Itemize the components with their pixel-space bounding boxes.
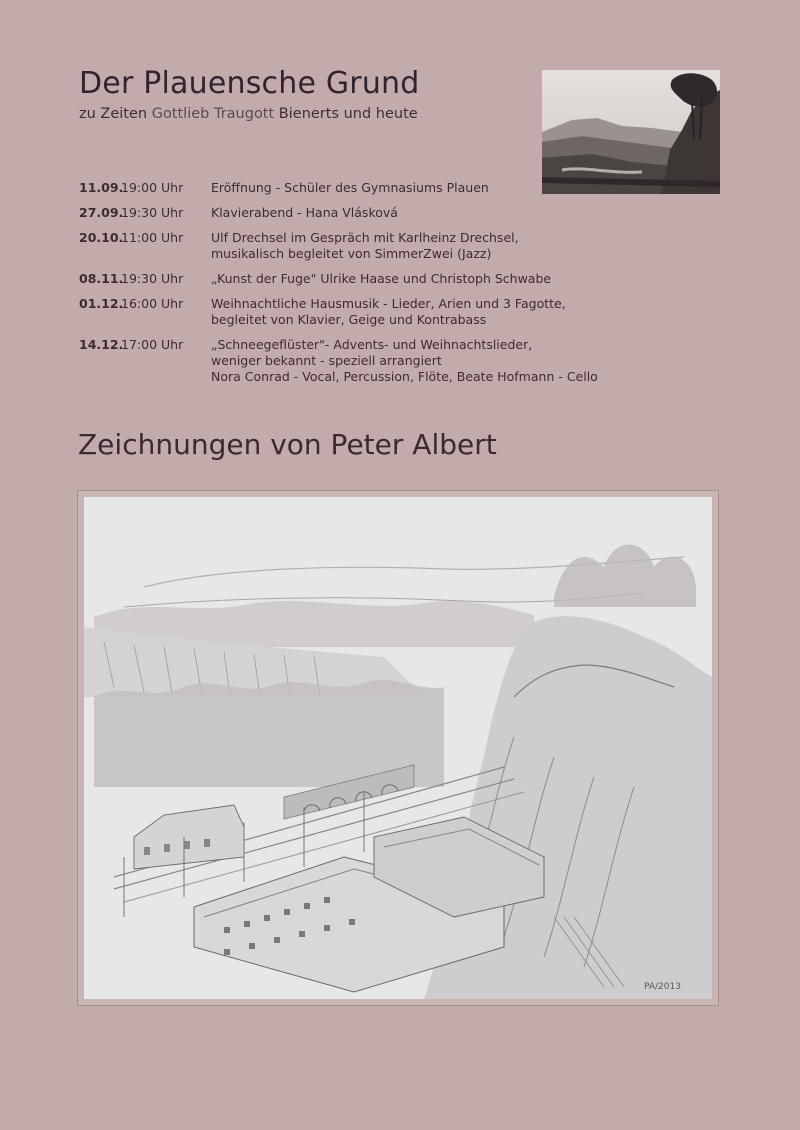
event-date: 01.12. xyxy=(79,296,124,311)
event-description xyxy=(211,180,739,196)
event-date: 20.10. xyxy=(79,230,124,245)
event-line: weniger bekannt - speziell arrangiert xyxy=(211,353,442,368)
event-time: 19:30 Uhr xyxy=(121,205,184,220)
event-list xyxy=(79,180,739,394)
event-line: Klavierabend - Hana Vlásková xyxy=(211,205,398,220)
section-title: Zeichnungen von Peter Albert xyxy=(78,428,497,461)
event-item xyxy=(79,271,739,287)
event-item xyxy=(79,205,739,221)
event-description xyxy=(211,230,739,262)
event-description xyxy=(211,296,739,328)
event-time: 17:00 Uhr xyxy=(121,337,184,352)
event-item xyxy=(79,230,739,262)
event-description xyxy=(211,337,739,385)
event-description xyxy=(211,271,739,287)
drawing-frame xyxy=(77,490,719,1006)
event-date: 27.09. xyxy=(79,205,124,220)
event-line: Ulf Drechsel im Gespräch mit Karlheinz Drechsel, xyxy=(211,230,519,245)
event-date: 14.12. xyxy=(79,337,124,352)
event-description xyxy=(211,205,739,221)
event-time: 19:30 Uhr xyxy=(121,271,184,286)
subtitle-part1: zu Zeiten xyxy=(79,106,152,122)
historic-engraving-image xyxy=(542,70,720,194)
event-line: musikalisch begleitet von SimmerZwei (Jazz) xyxy=(211,246,492,261)
pencil-drawing-image xyxy=(84,497,712,999)
subtitle-part2: Bienerts und heute xyxy=(274,106,418,122)
event-time: 11:00 Uhr xyxy=(121,230,184,245)
event-line: Nora Conrad - Vocal, Percussion, Flöte, Beate Hofmann - Cello xyxy=(211,369,598,384)
event-line: „Kunst der Fuge" Ulrike Haase und Christoph Schwabe xyxy=(211,271,552,286)
event-line: begleitet von Klavier, Geige und Kontrabass xyxy=(211,312,487,327)
event-date: 08.11. xyxy=(79,271,124,286)
event-item xyxy=(79,337,739,385)
event-line: Eröffnung - Schüler des Gymnasiums Plauen xyxy=(211,180,489,195)
page-title: Der Plauensche Grund xyxy=(79,66,420,101)
page-subtitle xyxy=(79,106,418,122)
event-line: Weihnachtliche Hausmusik - Lieder, Arien und 3 Fagotte, xyxy=(211,296,566,311)
event-date: 11.09. xyxy=(79,180,124,195)
subtitle-highlight: Gottlieb Traugott xyxy=(151,106,275,122)
event-line: „Schneegeflüster"- Advents- und Weihnachtslieder, xyxy=(211,337,533,352)
event-time: 16:00 Uhr xyxy=(121,296,184,311)
drawing-signature: PA/2013 xyxy=(644,982,681,992)
event-time: 19:00 Uhr xyxy=(121,180,184,195)
event-item xyxy=(79,180,739,196)
event-item xyxy=(79,296,739,328)
